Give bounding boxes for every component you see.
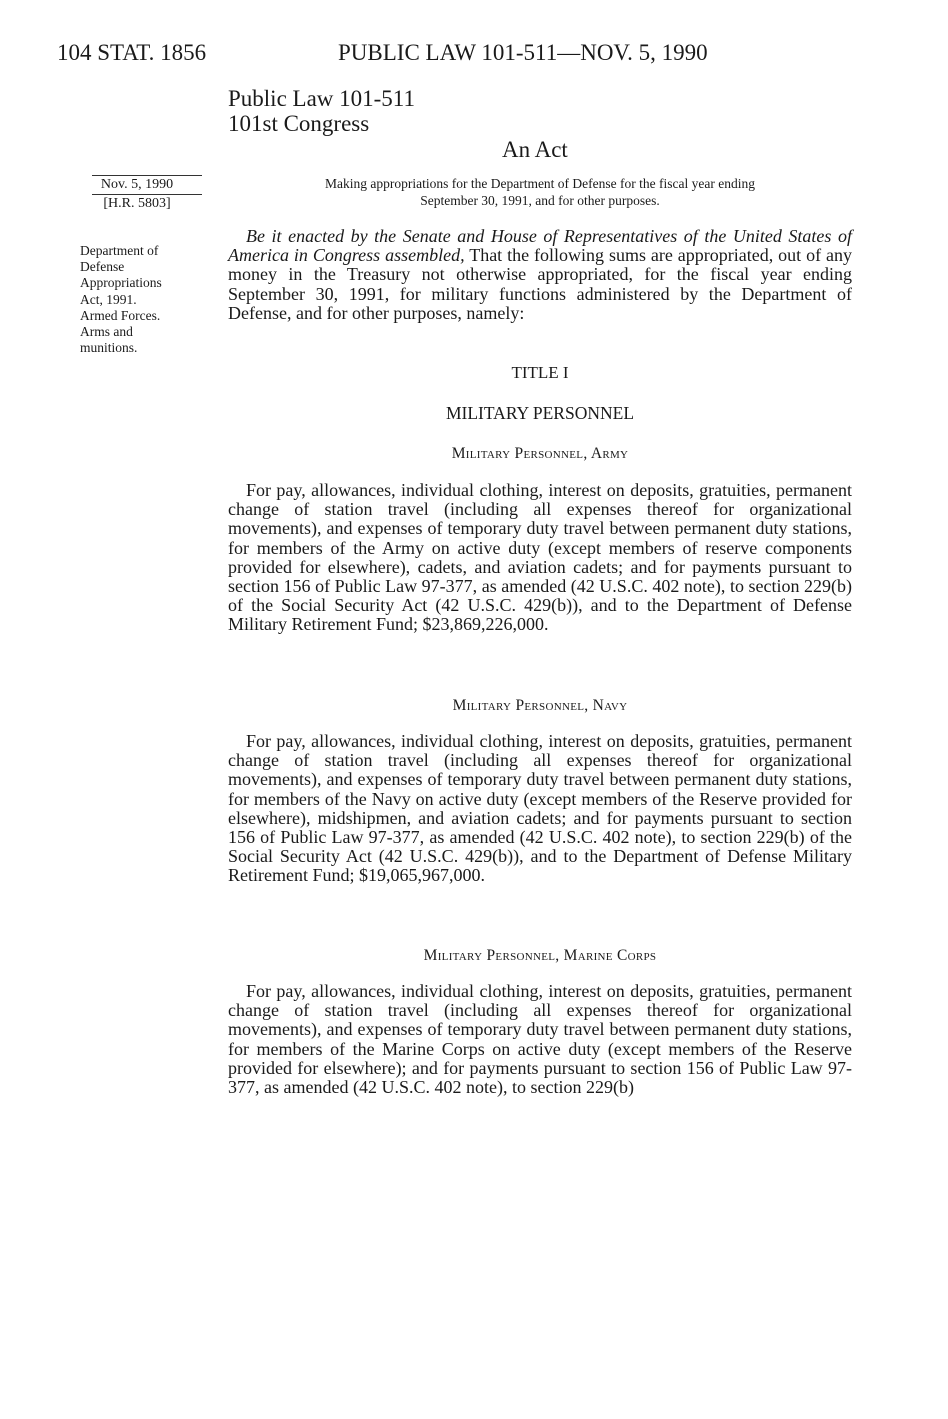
congress-number: 101st Congress	[228, 111, 370, 136]
title-number: TITLE I	[511, 363, 569, 382]
running-title: PUBLIC LAW 101-511—NOV. 5, 1990	[338, 40, 708, 65]
enacting-clause	[228, 227, 852, 323]
margin-note-line: Defense	[80, 259, 125, 275]
law-title-block	[228, 86, 415, 136]
margin-note-line: munitions.	[80, 340, 138, 356]
enacting-lead: Be it enacted by the Senate and House of Representatives of the United States of America in Congress assembled,	[228, 226, 852, 266]
bill-number: [H.R. 5803]	[103, 196, 171, 211]
enactment-date: Nov. 5, 1990	[100, 177, 174, 192]
public-law-number: Public Law 101-511	[228, 86, 415, 111]
act-title: An Act	[502, 137, 568, 162]
title-name: MILITARY PERSONNEL	[445, 403, 635, 423]
margin-note-line: Arms and	[80, 324, 133, 340]
purpose-clause	[228, 175, 852, 209]
margin-note-line: Armed Forces.	[80, 307, 161, 323]
margin-note-line: Appropriations	[80, 275, 162, 291]
section-text-army: For pay, allowances, individual clothing, interest on deposits, gratuities, permanent change of station travel (including all expenses thereof for organizational movements), and expenses of temporary duty travel between permanent duty stations, for members of the Army on active duty (except members of reserve components provided for elsewhere), cadets, and aviation cadets; and for payments pursuant to section 156 of Public Law 97-377, as amended (42 U.S.C. 402 note), to section 229(b) of the Social Security Act (42 U.S.C. 429(b)), and to the Department of Defense Military Retirement Fund; $23,869,226,000.	[228, 480, 852, 635]
section-heading-marine-corps: Military Personnel, Marine Corps	[423, 947, 657, 964]
page-reference: 104 STAT. 1856	[57, 40, 207, 65]
margin-note-line: Act, 1991.	[80, 291, 137, 307]
purpose-line-2: September 30, 1991, and for other purposes.	[420, 193, 660, 208]
purpose-line-1: Making appropriations for the Department of Defense for the fiscal year ending	[325, 176, 755, 191]
margin-date-block	[76, 175, 198, 213]
section-text-navy: For pay, allowances, individual clothing, interest on deposits, gratuities, permanent change of station travel (including all expenses thereof for organizational movements), and expenses of temporary duty travel between permanent duty stations, for members of the Navy on active duty (except members of the Reserve provided for elsewhere), midshipmen, and aviation cadets; and for payments pursuant to section 156 of Public Law 97-377, as amended (42 U.S.C. 402 note), to section 229(b) of the Social Security Act (42 U.S.C. 429(b)), and to the Department of Defense Military Retirement Fund; $19,065,967,000.	[228, 731, 852, 886]
section-heading-navy: Military Personnel, Navy	[452, 697, 628, 714]
section-text-marine-corps: For pay, allowances, individual clothing, interest on deposits, gratuities, permanent change of station travel (including all expenses thereof for organizational movements), and expenses of temporary duty travel between permanent duty stations, for members of the Marine Corps on active duty (except members of the Reserve provided for elsewhere); and for payments pursuant to section 156 of Public Law 97-377, as amended (42 U.S.C. 402 note), to section 229(b)	[228, 981, 852, 1098]
margin-note-line: Department of	[80, 243, 159, 258]
margin-notes	[80, 243, 200, 356]
enacting-body: That the following sums are appropriated, out of any money in the Treasury not otherwise appropriated, for the fiscal year ending September 30, 1991, for military functions administered by the Department of Defense, and for other purposes, namely:	[228, 245, 852, 323]
section-heading-army: Military Personnel, Army	[451, 445, 629, 462]
